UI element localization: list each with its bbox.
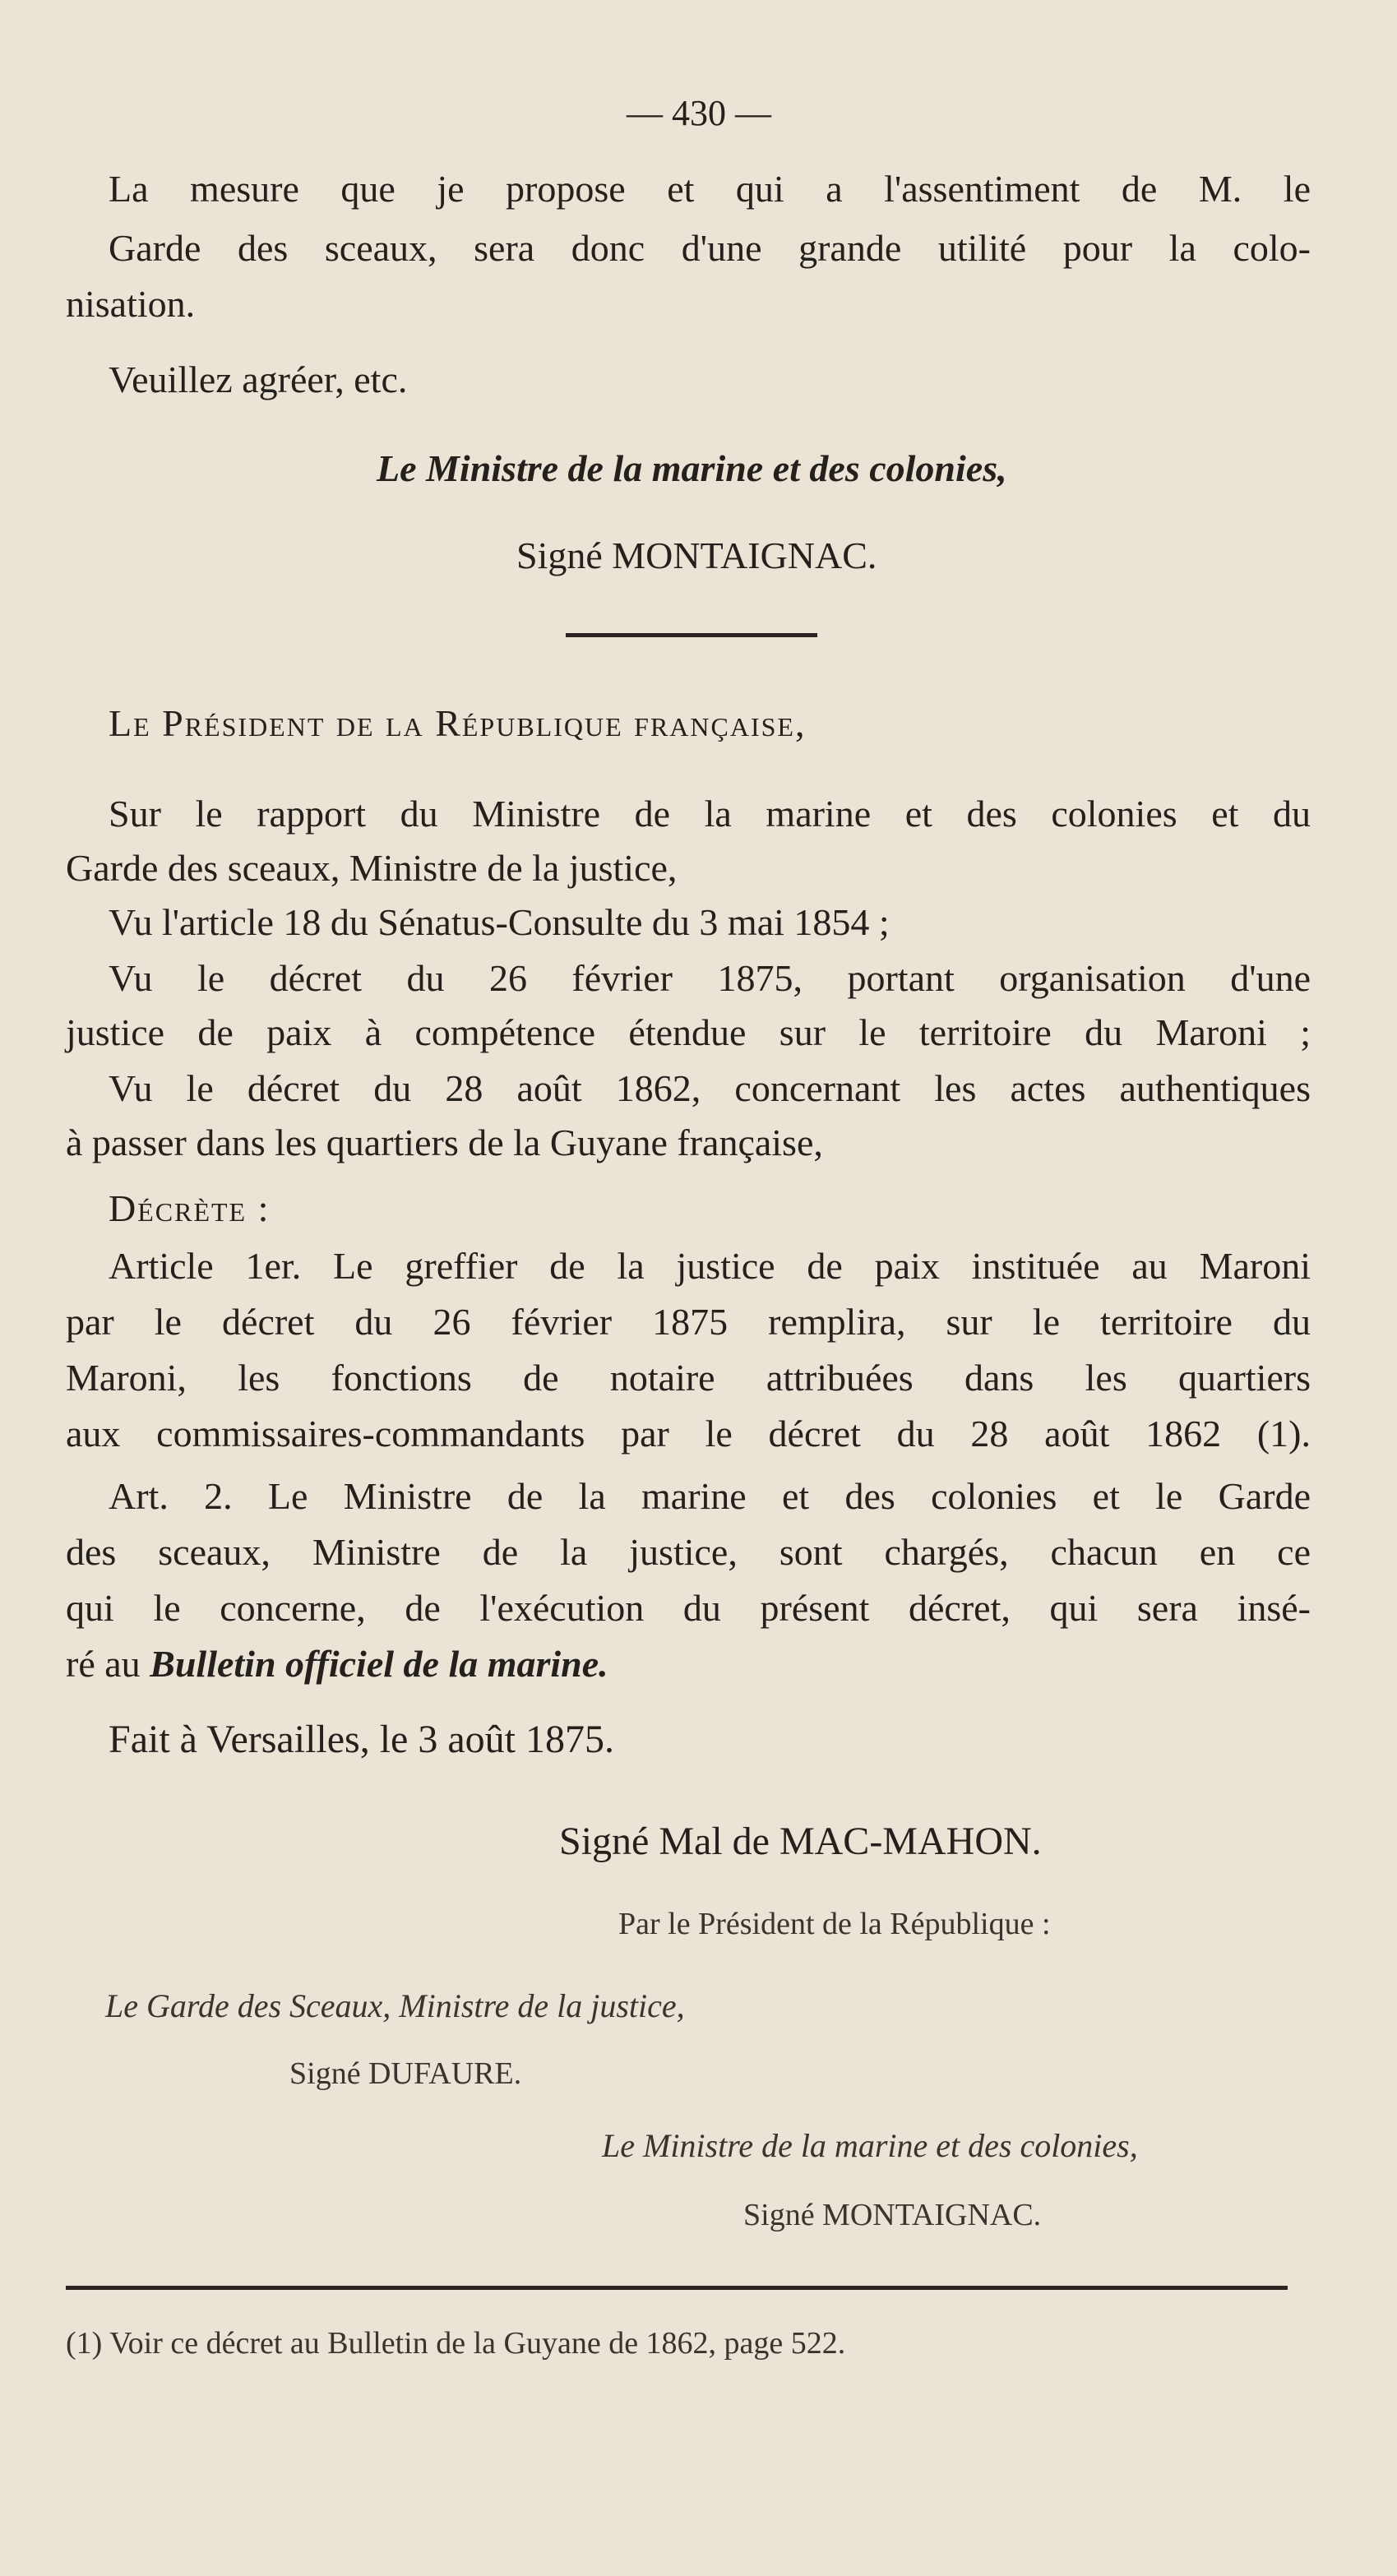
article2-line-2: des sceaux, Ministre de la justice, sont chargés, chacun en ce [66,1531,1311,1573]
preamble-line-1: Sur le rapport du Ministre de la marine et des colonies et du [109,793,1311,835]
preamble-line-7: à passer dans les quartiers de la Guyane française, [66,1122,823,1163]
footnote: (1) Voir ce décret au Bulletin de la Guyane de 1862, page 522. [66,2326,846,2361]
marine-minister-title: Le Ministre de la marine et des colonies, [602,2127,1138,2164]
intro-line-1: La mesure que je propose et qui a l'assentiment de M. le [109,168,1311,210]
section-divider [566,633,817,637]
justice-minister-title: Le Garde des Sceaux, Ministre de la justice, [105,1987,685,2024]
article2-line-3: qui le concerne, de l'exécution du présent décret, qui sera insé- [66,1587,1311,1629]
by-president: Par le Président de la République : [618,1907,1051,1941]
marine-minister-signed: Signé MONTAIGNAC. [743,2198,1042,2232]
preamble-line-3: Vu l'article 18 du Sénatus-Consulte du 3 mai 1854 ; [109,901,890,943]
article2-line-4 [66,1639,608,1689]
letter-signed: Signé MONTAIGNAC. [516,534,877,576]
done-at: Fait à Versailles, le 3 août 1875. [109,1718,614,1761]
preamble-line-6: Vu le décret du 28 août 1862, concernant les actes authentiques [109,1067,1311,1109]
decree-decrete: Décrète : [109,1187,271,1229]
preamble-line-5: justice de paix à compétence étendue sur le territoire du Maroni ; [66,1011,1311,1053]
preamble-line-2: Garde des sceaux, Ministre de la justice, [66,847,678,889]
article1-line-3: Maroni, les fonctions de notaire attribuées dans les quartiers [66,1357,1311,1399]
bulletin-title: Bulletin officiel de la marine. [150,1643,608,1685]
closing-formula: Veuillez agréer, etc. [109,358,408,400]
letter-minister-title: Le Ministre de la marine et des colonies, [377,447,1007,489]
justice-minister-signed: Signé DUFAURE. [289,2056,522,2091]
article1-line-2: par le décret du 26 février 1875 remplira, sur le territoire du [66,1301,1311,1343]
intro-line-2: Garde des sceaux, sera donc d'une grande utilité pour la colo- [109,227,1311,269]
article2-line-1: Art. 2. Le Ministre de la marine et des colonies et le Garde [109,1475,1311,1517]
decree-heading: Le Président de la République française, [109,702,807,744]
article2-last-text: ré au [66,1643,150,1685]
intro-line-3: nisation. [66,283,196,325]
preamble-line-4: Vu le décret du 26 février 1875, portant organisation d'une [109,957,1311,999]
page-number: — 430 — [627,93,771,133]
article1-line-1: Article 1er. Le greffier de la justice de paix instituée au Maroni [109,1245,1311,1287]
footnote-divider [66,2286,1288,2290]
president-signature: Signé Mal de MAC-MAHON. [559,1820,1042,1863]
article1-line-4: aux commissaires-commandants par le décret du 28 août 1862 (1). [66,1413,1311,1454]
